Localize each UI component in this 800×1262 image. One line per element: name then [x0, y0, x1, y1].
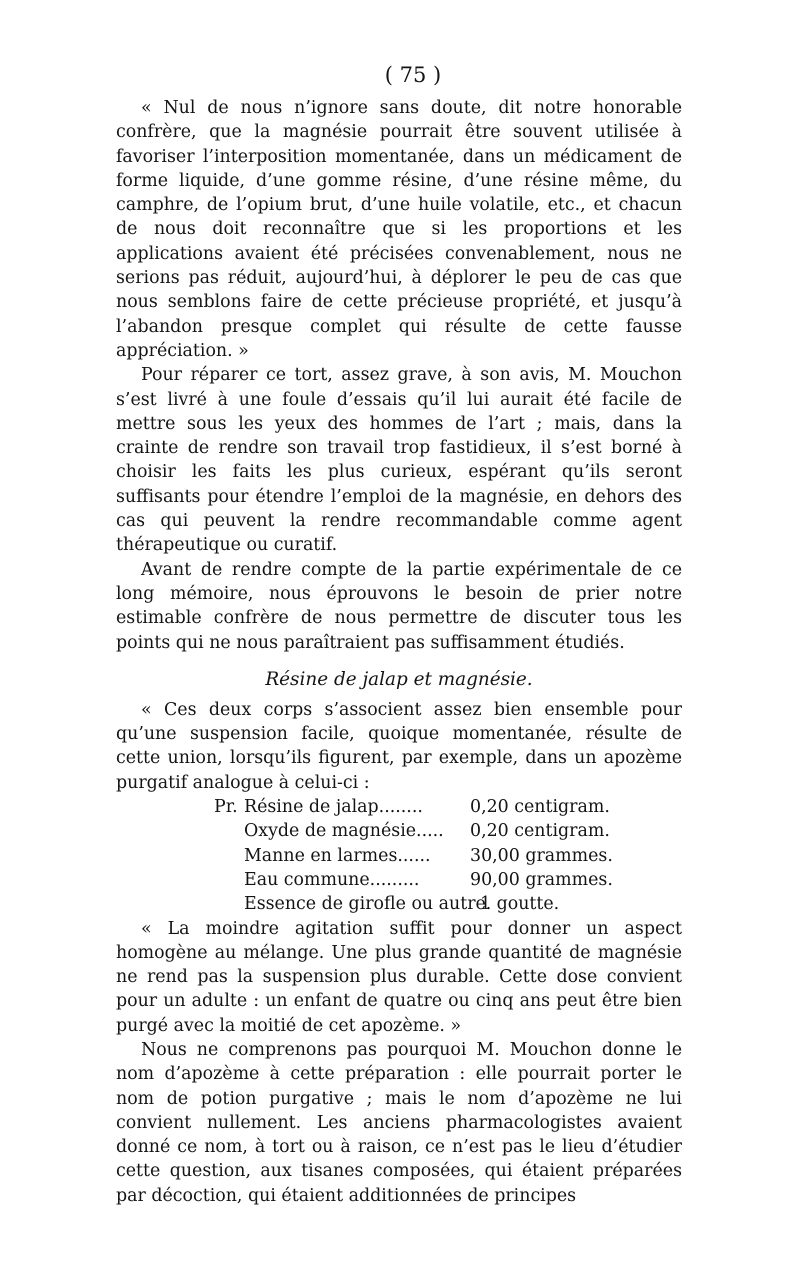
paragraph-intro-recipe: « Ces deux corps s’associent assez bien ensemble pour qu’une suspension facile, quoique momentanée, résulte de cette union, lorsqu’ils figurent, par exemple, dans un apozème purgatif analogue à celui-ci : — [116, 699, 682, 793]
recipe-ingredient: Eau commune......... — [244, 869, 420, 890]
recipe-ingredient: Oxyde de magnésie..... — [244, 821, 444, 842]
recipe-row — [214, 892, 682, 916]
recipe-quantity: 90,00 grammes. — [470, 869, 613, 890]
recipe-row — [214, 795, 682, 819]
paragraph-reparer-tort: Pour réparer ce tort, assez grave, à son avis, M. Mouchon s’est livré à une foule d’essais qu’il lui aurait été facile de mettre sous les yeux des hommes de l’art ; mais, dans la crainte de rendre son travail trop fastidieux, il s’est borné à choisir les faits les plus curieux, espérant qu’ils seront suffisants pour étendre l’emploi de la magnésie, en dehors des cas qui peuvent la rendre recommandable comme agent thérapeutique ou curatif. — [116, 365, 682, 556]
recipe-lead — [214, 819, 244, 843]
recipe-row — [214, 868, 682, 892]
page-number: ( 75 ) — [384, 63, 442, 87]
recipe-quantity: 0,20 centigram. — [470, 821, 610, 842]
recipe-quantity: 30,00 grammes. — [470, 845, 613, 866]
recipe-row — [214, 844, 682, 868]
recipe-table — [214, 795, 682, 916]
paragraph-apozeme: Nous ne comprenons pas pourquoi M. Mouchon donne le nom d’apozème à cette préparation : elle pourrait porter le nom de potion purgative ; mais le nom d’apozème ne lui convient nullement. Les anciens pharmacologistes avaient donné ce nom, à tort ou à raison, ce n’est pas le lieu d’étudier cette question, aux tisanes composées, qui étaient préparées par décoction, qui étaient additionnées de principes — [116, 1039, 682, 1206]
section-title: Résine de jalap et magnésie. — [265, 668, 533, 690]
recipe-row — [214, 819, 682, 843]
recipe-quantity: 0,20 centigram. — [470, 797, 610, 818]
paragraph-avant-de-rendre: Avant de rendre compte de la partie expérimentale de ce long mémoire, nous éprouvons le besoin de prier notre estimable confrère de nous permettre de discuter tous les points qui ne nous paraîtraient pas suffisamment étudiés. — [116, 559, 682, 653]
recipe-lead — [214, 844, 244, 868]
recipe-lead — [214, 892, 244, 916]
paragraph-quote-magnesie: « Nul de nous n’ignore sans doute, dit notre honorable confrère, que la magnésie pourrait être souvent utilisée à favoriser l’interposition momentanée, dans un médicament de forme liquide, d’une gomme résine, d’une résine même, du camphre, de l’opium brut, d’une huile volatile, etc., et chacun de nous doit reconnaître que si les proportions et les applications avaient été précisées convenablement, nous ne serions pas réduit, aujourd’hui, à déplorer le peu de cas que nous semblons faire de cette précieuse propriété, et jusqu’à l’abandon presque complet qui résulte de cette fausse appréciation. » — [116, 98, 682, 361]
recipe-quantity: 1 goutte. — [480, 894, 560, 915]
document-page — [116, 62, 682, 1208]
recipe-ingredient: Essence de girofle ou autre. — [244, 894, 492, 915]
recipe-lead: Pr. — [214, 797, 238, 818]
recipe-lead — [214, 868, 244, 892]
recipe-ingredient: Résine de jalap........ — [244, 797, 423, 818]
recipe-ingredient: Manne en larmes...... — [244, 845, 431, 866]
paragraph-moindre-agitation: « La moindre agitation suffit pour donner un aspect homogène au mélange. Une plus grande quantité de magnésie ne rend pas la suspension plus durable. Cette dose convient pour un adulte : un enfant de quatre ou cinq ans peut être bien purgé avec la moitié de cet apozème. » — [116, 918, 682, 1036]
